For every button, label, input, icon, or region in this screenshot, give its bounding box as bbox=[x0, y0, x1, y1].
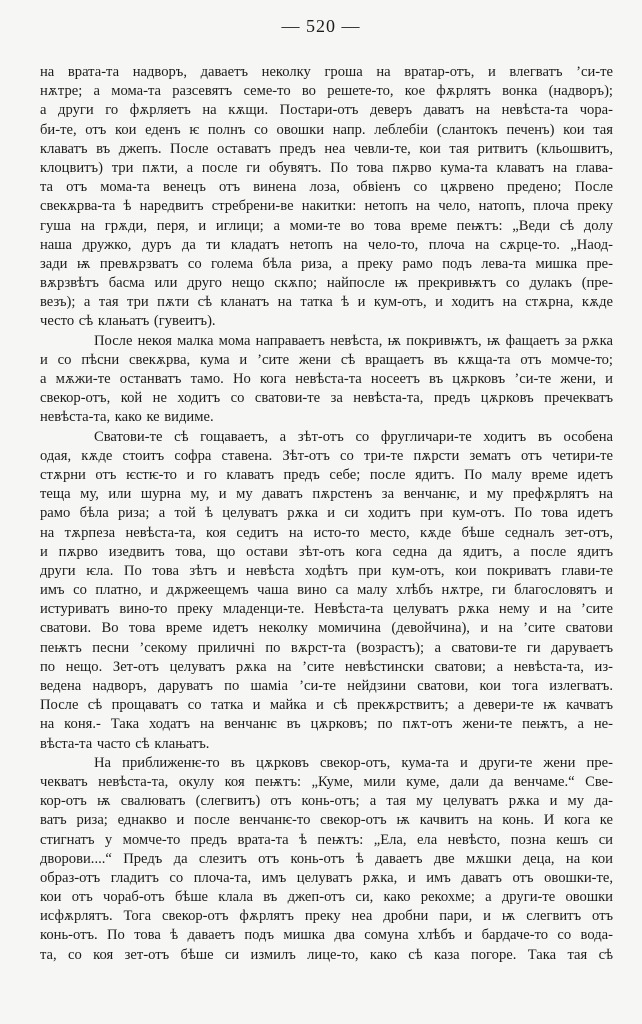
text-line: и со пѣсни свекѫрва, кума и ’сите жени сѣ вращаетъ въ кѫща-та отъ момче-то; bbox=[40, 351, 613, 368]
text-line: рамо бѣла риза; а той ѣ целуватъ рѫка и си ходитъ при кум-отъ. По това идетъ bbox=[40, 505, 613, 522]
text-line: гуша на грѫди, перя, и иглици; а моми-те во това време пеѭтъ: „Веди сѣ долу bbox=[40, 217, 613, 234]
text-line: та отъ мома-та венецъ отъ винена лоза, обвiенъ со цѫрвено предено; После bbox=[40, 179, 613, 196]
text-line: кои отъ чораб-отъ бѣше клала въ джеп-отъ си, како рекохме; а други-те овошки bbox=[40, 889, 613, 906]
text-line: истуриватъ вино-то преку младенци-те. Невѣста-та целуватъ рѫка нему и на ’сите bbox=[40, 601, 613, 618]
text-line: Сватови-те сѣ гощаваетъ, а зѣт-отъ со фругличари-те ходитъ въ особена bbox=[94, 428, 613, 445]
text-line: би-те, отъ кои еденъ ѥ полнъ со овошки напр. леблебiи (слантокъ печенъ) кои тая bbox=[40, 121, 613, 138]
text-line: зади ѭ превѫрзватъ со голема бѣла риза, а преку рамо подъ лева-та мишка пре- bbox=[40, 255, 613, 272]
text-line: та, со коя зет-отъ бѣше си измилъ лице-то, како сѣ каза погоре. Така тая сѣ bbox=[40, 946, 613, 963]
text-line: а мѫжи-те останватъ тамо. Но кога невѣста-та носеетъ въ цѫрковъ ’си-те жени, и bbox=[40, 371, 613, 387]
text-line: конь-отъ. По това ѣ даваетъ подъ мишка два сомуна хлѣбъ и бардаче-то со вода- bbox=[40, 927, 613, 944]
paragraph bbox=[40, 428, 613, 754]
text-line: везъ); а тая три пѫти сѣ кланатъ на татка ѣ и кум-отъ, и ходитъ на стѫрна, кѫде bbox=[40, 294, 613, 311]
text-line: стѫрни отъ ѥстѥ-то и го клаватъ предъ себе; после ядитъ. По малу време идетъ bbox=[40, 466, 613, 483]
text-line: по нещо. Зет-отъ целуватъ рѫка на ’сите невѣстински сватови; а невѣста-та, из- bbox=[40, 658, 613, 675]
text-line: на коня.- Така ходатъ на венчанѥ въ цѫрковъ; по пѫт-отъ жени-те пеѭтъ, а не- bbox=[40, 716, 613, 733]
text-line: кор-отъ ѭ свалюватъ (слегвитъ) отъ конь-отъ; а тая му целуватъ рѫка и му да- bbox=[40, 793, 613, 810]
text-line: дворови....“ Предъ да слезитъ отъ конь-отъ ѣ даваетъ две мѫшки деца, на кои bbox=[40, 850, 613, 867]
text-line: имъ со платно, и дѫржеещемъ чаша вино са малу хлѣбъ нѫтре, ги благословятъ и bbox=[40, 582, 613, 599]
text-line: ведена надворъ, даруватъ по шамiа ’си-те нейдзини сватови, кои тога излегватъ. bbox=[40, 678, 613, 694]
paragraph bbox=[40, 754, 613, 965]
text-line: образ-отъ гладитъ со плоча-та, имъ целуватъ рѫка, и имъ даватъ отъ овошки-те, bbox=[40, 869, 613, 886]
text-line: одая, кѫде стоитъ софра ставена. Зѣт-отъ со три-те пѫрсти зематъ отъ четири-те bbox=[40, 447, 613, 464]
text-line: и пѫрво изедвитъ това, що остави зѣт-отъ кога седна да ядитъ, а после ядитъ bbox=[40, 543, 613, 560]
text-line: клоцвитъ) три пѫти, а после ги обувятъ. По това пѫрво кума-та клаватъ на глава- bbox=[40, 159, 613, 176]
text-line: стигнатъ у момче-то предъ врата-та ѣ пеѭтъ: „Ела, ела невѣсто, позна кешъ си bbox=[40, 831, 613, 848]
text-line: вѫрзвѣтъ басма или друго нещо скѫпо; найпосле ѭ прекривѭтъ со дулакъ (пре- bbox=[40, 275, 613, 292]
text-line: После некоя малка мома направаетъ невѣста, ѭ покривѭтъ, ѭ фащаетъ за рѫка bbox=[94, 332, 613, 349]
paragraph bbox=[40, 332, 613, 428]
text-line: невѣста-та, како ке видиме. bbox=[40, 409, 214, 426]
text-line: клаватъ въ джепъ. После оставатъ предъ неа чевли-те, кои тая ритвитъ (кльошвитъ, bbox=[40, 140, 613, 157]
text-line: наша дружко, дуръ да ти кладатъ нетопъ на чело-то, плоча на сѫрце-то. „Наод- bbox=[40, 236, 613, 253]
text-line: а други го фѫрляетъ на кѫщи. Постари-отъ деверъ даватъ на невѣста-та чора- bbox=[40, 102, 613, 119]
text-line: теща му, или шурна му, и му даватъ пѫрстенъ за венчанѥ, и му префѫрлятъ на bbox=[40, 486, 613, 503]
text-line: други ѥла. По това зѣтъ и невѣста ходѣтъ при кум-отъ, кои покриватъ глави-те bbox=[40, 562, 613, 579]
text-line: сватови. Во това време идетъ неколку момичина (девойчина), и на ’сите сватови bbox=[40, 620, 613, 637]
text-line: чекватъ невѣста-та, окулу коя пеѭтъ: „Куме, мили куме, дали да венчаме.“ Све- bbox=[40, 773, 613, 790]
text-line: на врата-та надворъ, даваетъ неколку гроша на вратар-отъ, и влегватъ ’си-те bbox=[40, 64, 613, 80]
text-line: свекѫрва-та ѣ наредвитъ стребрени-ве накитки: нетопъ на чело, натопъ, плоча преку bbox=[40, 198, 613, 215]
body-text bbox=[40, 63, 613, 965]
text-line: пеѭтъ песни ’секому приличнi по вѫрст-та (возрастъ); а сватови-те ги даруваетъ bbox=[40, 639, 613, 656]
text-line: свекор-отъ, кой не ходитъ со сватови-те за невѣста-та, предъ цѫрковъ пречекватъ bbox=[40, 390, 613, 407]
paragraph bbox=[40, 63, 613, 332]
text-line: ватъ риза; еднакво и после венчанѥ-то свекор-отъ ѭ качвитъ на конь. И кога ке bbox=[40, 812, 613, 829]
text-line: нѫтре; а мома-та разсевятъ семе-то во решете-то, кое фѫрлятъ вонка (надворъ); bbox=[40, 83, 613, 100]
text-line: вѣста-та часто сѣ клањатъ. bbox=[40, 735, 210, 752]
page-number: — 520 — bbox=[281, 16, 361, 36]
text-line: На приближенѥ-то въ цѫрковъ свекор-отъ, кума-та и други-те жени пре- bbox=[94, 754, 613, 771]
text-line: често сѣ клањатъ (гувеитъ). bbox=[40, 313, 216, 330]
text-line: После сѣ прощаватъ со татка и майка и сѣ прекѫрствитъ; а девери-те ѭ качватъ bbox=[40, 697, 613, 714]
text-line: исфѫрлятъ. Тога свекор-отъ фѫрлятъ преку неа дробни пари, и ѭ слегвитъ отъ bbox=[40, 908, 613, 925]
text-line: на тѫрпеза невѣста-та, коя седитъ на исто-то место, кѫде бѣше седналъ зет-отъ, bbox=[40, 524, 613, 541]
